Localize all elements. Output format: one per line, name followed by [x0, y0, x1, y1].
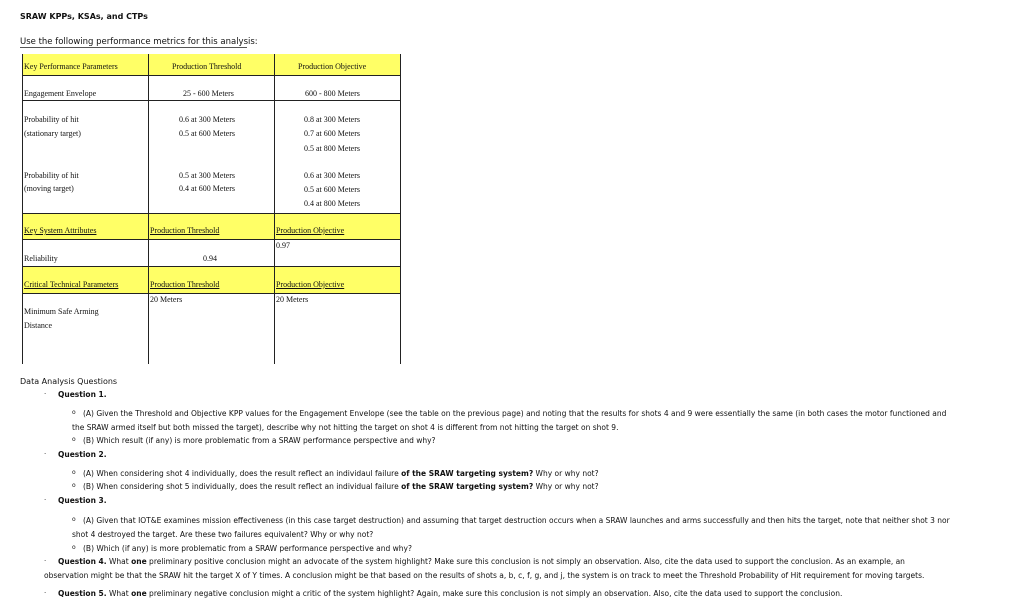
- ctp-row-objective: 20 Meters: [276, 295, 309, 304]
- sub-bullet-icon: o: [72, 469, 76, 476]
- sub-bullet-icon: o: [72, 436, 76, 443]
- question-2a-text: (A) When considering shot 4 individually, does the result reflect an individaul failure of the SRAW targeting system? Why or why not?: [83, 469, 599, 478]
- question-1-label: Question 1.: [58, 390, 107, 399]
- intro-underline: [20, 47, 247, 48]
- bullet-icon: ·: [44, 496, 47, 504]
- kpp-row-engagement-objective: 600 - 800 Meters: [305, 89, 360, 98]
- intro-text: Use the following performance metrics for this analysis:: [20, 37, 258, 47]
- page-title: SRAW KPPs, KSAs, and CTPs: [20, 12, 148, 21]
- ksa-row-threshold: 0.94: [203, 254, 217, 263]
- question-3a-text-cont: shot 4 destroyed the target. Are these two failures equivalent? Why or why not?: [72, 530, 374, 539]
- question-3-label: Question 3.: [58, 496, 107, 505]
- ksa-header-threshold: Production Threshold: [150, 226, 220, 235]
- sub-bullet-icon: o: [72, 482, 76, 489]
- kpp-row-moving-threshold: 0.4 at 600 Meters: [179, 184, 235, 193]
- kpp-header-label: Key Performance Parameters: [24, 62, 118, 71]
- kpp-row-stationary-objective: 0.5 at 800 Meters: [304, 144, 360, 153]
- kpp-row-moving-objective: 0.4 at 800 Meters: [304, 199, 360, 208]
- question-3a-text: (A) Given that IOT&E examines mission effectiveness (in this case target destruction) and assuming that target destruction occurs when a SRAW launches and arms successfully and then hits the target, note that neither shot 3 nor: [83, 516, 950, 525]
- bullet-icon: ·: [44, 450, 47, 458]
- question-2b-text: (B) When considering shot 5 individually, does the result reflect an individual failure of the SRAW targeting system? Why or why not?: [83, 482, 599, 491]
- ksa-row-label: Reliability: [24, 254, 58, 263]
- kpp-row-engagement-label: Engagement Envelope: [24, 89, 97, 98]
- kpp-row-engagement-threshold: 25 - 600 Meters: [183, 89, 234, 98]
- sub-bullet-icon: o: [72, 544, 76, 551]
- question-1a-text: (A) Given the Threshold and Objective KPP values for the Engagement Envelope (see the table on the previous page) and noting that the results for shots 4 and 9 were essentially the same (in both cases the motor functioned and: [83, 409, 947, 418]
- ctp-row-threshold: 20 Meters: [150, 295, 183, 304]
- kpp-row-stationary-threshold: 0.6 at 300 Meters: [179, 115, 235, 124]
- ctp-header-label: Critical Technical Parameters: [24, 280, 119, 289]
- bullet-icon: ·: [44, 557, 47, 565]
- bullet-icon: ·: [44, 390, 47, 398]
- kpp-row-stationary-threshold: 0.5 at 600 Meters: [179, 129, 235, 138]
- ctp-header-threshold: Production Threshold: [150, 280, 220, 289]
- kpp-row-stationary-label: Probability of hit: [24, 115, 79, 124]
- kpp-row-stationary-objective: 0.7 at 600 Meters: [304, 129, 360, 138]
- question-4-text: Question 4. What one preliminary positive conclusion might an advocate of the system highlight? Make sure this conclusion is not simply an observation. Also, cite the data used to support the conclusion. As an example, an: [58, 557, 905, 566]
- kpp-row-stationary-objective: 0.8 at 300 Meters: [304, 115, 360, 124]
- sub-bullet-icon: o: [72, 516, 76, 523]
- kpp-row-moving-objective: 0.5 at 600 Meters: [304, 185, 360, 194]
- question-4-text-cont: observation might be that the SRAW hit the target X of Y times. A conclusion might be that based on the results of shots a, b, c, f, g, and j, the system is on track to meet the Threshold Probability of Hit requirement for moving targets.: [44, 571, 925, 580]
- kpp-row-moving-label: (moving target): [24, 184, 74, 193]
- kpp-row-moving-objective: 0.6 at 300 Meters: [304, 171, 360, 180]
- ksa-header-objective: Production Objective: [276, 226, 345, 235]
- kpp-header-objective: Production Objective: [298, 62, 367, 71]
- ctp-row-label: Distance: [24, 321, 52, 330]
- kpp-row-moving-label: Probability of hit: [24, 171, 79, 180]
- ctp-row-label: Minimum Safe Arming: [24, 307, 99, 316]
- question-1a-text-cont: the SRAW armed itself but both missed the target), describe why not hitting the target on shot 4 is different from not hitting the target on shot 9.: [72, 423, 619, 432]
- question-3b-text: (B) Which (if any) is more problematic from a SRAW performance perspective and why?: [83, 544, 412, 553]
- ksa-header-label: Key System Attributes: [24, 226, 97, 235]
- questions-heading: Data Analysis Questions: [20, 377, 118, 386]
- kpp-row-moving-threshold: 0.5 at 300 Meters: [179, 171, 235, 180]
- ksa-row-objective: 0.97: [276, 241, 290, 250]
- question-2-label: Question 2.: [58, 450, 107, 459]
- sub-bullet-icon: o: [72, 409, 76, 416]
- kpp-row-stationary-label: (stationary target): [24, 129, 81, 138]
- ctp-header-objective: Production Objective: [276, 280, 345, 289]
- question-5-text: Question 5. What one preliminary negative conclusion might a critic of the system highlight? Again, make sure this conclusion is not simply an observation. Also, cite the data used to support the conclusion.: [58, 589, 843, 598]
- bullet-icon: ·: [44, 589, 47, 597]
- kpp-header-threshold: Production Threshold: [172, 62, 242, 71]
- question-1b-text: (B) Which result (if any) is more problematic from a SRAW performance perspective and why?: [83, 436, 436, 445]
